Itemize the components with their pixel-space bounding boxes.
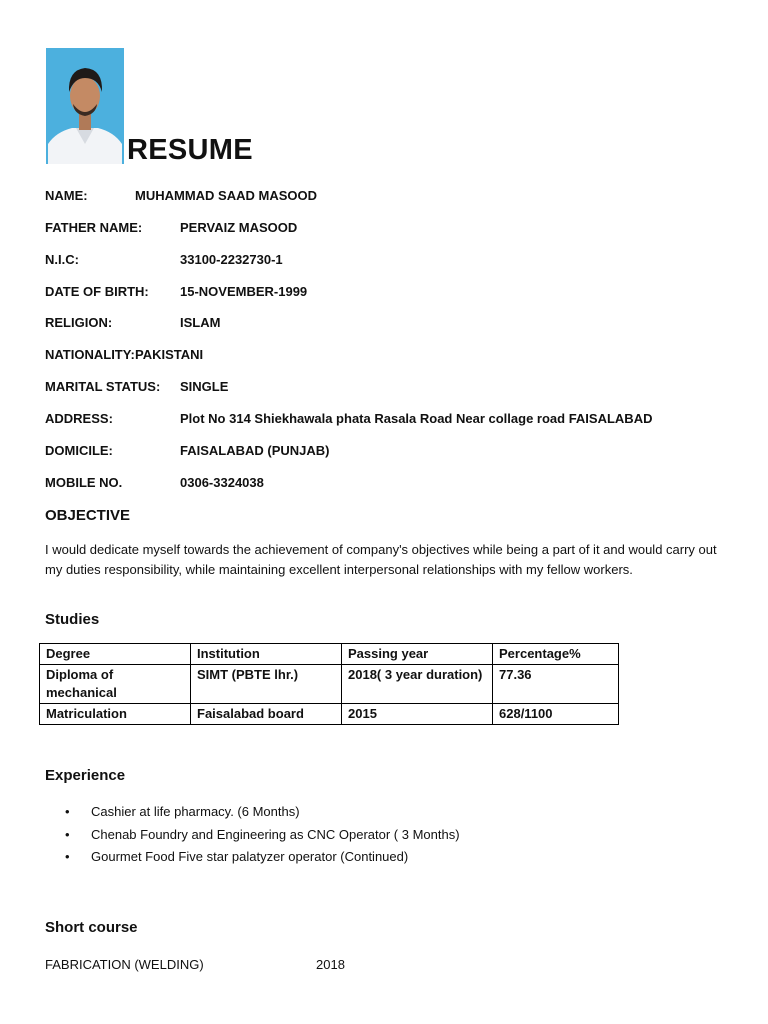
table-row (40, 665, 619, 704)
bullet-icon: • (65, 804, 70, 819)
portrait-image (46, 48, 124, 164)
field-value: SINGLE (180, 379, 229, 394)
table-cell: 2015 (342, 704, 493, 725)
table-cell: 77.36 (493, 665, 619, 704)
field-label: NAME: (45, 188, 88, 203)
field-value: MUHAMMAD SAAD MASOOD (135, 188, 317, 203)
table-cell: Diploma of mechanical (40, 665, 191, 704)
list-item-text: Gourmet Food Five star palatyzer operator (Continued) (91, 849, 409, 864)
field-value: PERVAIZ MASOOD (180, 220, 298, 235)
list-item (45, 802, 460, 825)
table-header-cell: Percentage% (493, 644, 619, 665)
bullet-icon: • (65, 826, 70, 842)
course-name: FABRICATION (WELDING) (45, 957, 204, 972)
table-cell: SIMT (PBTE lhr.) (191, 665, 342, 704)
field-label: RELIGION: (45, 315, 113, 330)
field-value: Plot No 314 Shiekhawala phata Rasala Road Near collage road FAISALABAD (180, 411, 653, 426)
table-header-cell: Institution (191, 644, 342, 665)
field-value: FAISALABAD (PUNJAB) (180, 443, 330, 458)
resume-title: RESUME (127, 134, 253, 166)
profile-photo (46, 48, 124, 164)
objective-text: I would dedicate myself towards the achievement of company's objectives while being a part of it and would carry out my duties responsibility, while maintaining excellent interpersonal relationships with my fellow workers. (45, 542, 717, 577)
field-value: PAKISTANI (135, 347, 204, 362)
field-label: ADDRESS: (45, 411, 113, 426)
field-label: FATHER NAME: (45, 220, 143, 235)
table-header-row (40, 644, 619, 665)
field-label: DATE OF BIRTH: (45, 284, 149, 299)
experience-list (45, 802, 460, 870)
field-value: 33100-2232730-1 (180, 252, 283, 267)
experience-heading: Experience (45, 767, 126, 784)
bullet-icon: • (65, 849, 70, 864)
field-value: 15-NOVEMBER-1999 (180, 284, 308, 299)
studies-table (39, 643, 619, 725)
list-item (45, 825, 460, 848)
list-item-text: Cashier at life pharmacy. (6 Months) (91, 804, 300, 819)
field-label: DOMICILE: (45, 443, 113, 458)
field-label: NATIONALITY: (45, 347, 135, 362)
field-value: 0306-3324038 (180, 475, 264, 490)
list-item-text: Chenab Foundry and Engineering as CNC Operator ( 3 Months) (91, 826, 460, 842)
short-course-heading: Short course (45, 919, 138, 936)
table-cell: 2018( 3 year duration) (342, 665, 493, 704)
table-cell: Matriculation (40, 704, 191, 725)
field-label: N.I.C: (45, 252, 79, 267)
objective-heading: OBJECTIVE (45, 507, 131, 524)
table-header-cell: Degree (40, 644, 191, 665)
table-cell: 628/1100 (493, 704, 619, 725)
list-item (45, 847, 460, 870)
field-value: ISLAM (180, 315, 221, 330)
table-header-cell: Passing year (342, 644, 493, 665)
course-year: 2018 (316, 957, 345, 972)
field-label: MARITAL STATUS: (45, 379, 161, 394)
table-row (40, 704, 619, 725)
table-cell: Faisalabad board (191, 704, 342, 725)
field-label: MOBILE NO. (45, 475, 123, 490)
studies-heading: Studies (45, 611, 100, 628)
